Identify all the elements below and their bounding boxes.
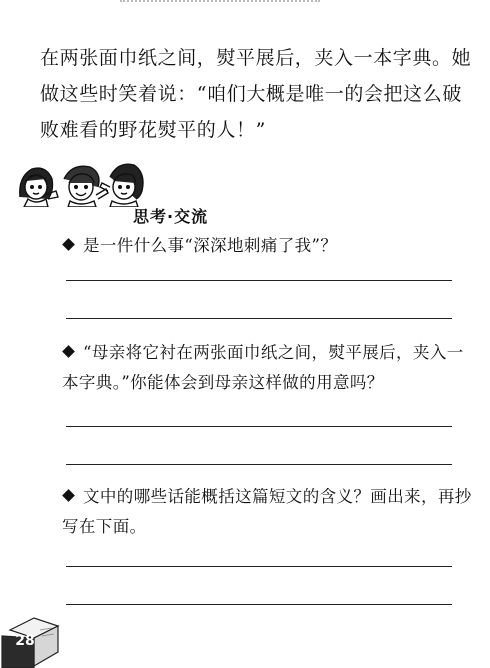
passage-line: 做这些时笑着说：“咱们大概是唯一的会把这么破: [40, 83, 462, 105]
question-text: 文中的哪些话能概括这篇短文的含义？画出来，再抄: [83, 487, 472, 506]
passage-line: 败难看的野花熨平的人！”: [40, 119, 266, 141]
question-item: [62, 338, 462, 398]
question-line: 写在下面。: [62, 517, 147, 536]
question-text: “母亲将它衬在两张面巾纸之间，熨平展后，夹入一: [83, 343, 464, 362]
cropped-text-fragment: [120, 0, 320, 4]
answer-line[interactable]: [66, 426, 452, 427]
question-line: [62, 231, 462, 261]
answer-line[interactable]: [66, 566, 452, 567]
question-line: [62, 482, 472, 512]
diamond-bullet-icon: [62, 489, 75, 502]
section-title: 思考·交流: [133, 207, 209, 226]
diamond-bullet-icon: [62, 238, 75, 251]
question-line: 本字典。”你能体会到母亲这样做的用意吗？: [62, 373, 384, 392]
story-passage: [40, 40, 470, 148]
diamond-bullet-icon: [62, 345, 75, 358]
answer-line[interactable]: [66, 318, 452, 319]
three-children-icon: [14, 157, 146, 207]
answer-line[interactable]: [66, 604, 452, 605]
question-item: [62, 231, 462, 261]
answer-line[interactable]: [66, 280, 452, 281]
question-line: [62, 338, 462, 368]
passage-line: 在两张面巾纸之间，熨平展后，夹入一本字典。她: [40, 47, 472, 69]
question-item: [62, 482, 472, 542]
page-number: 28: [15, 633, 35, 649]
answer-line[interactable]: [66, 464, 452, 465]
question-text: 是一件什么事“深深地刺痛了我”？: [83, 236, 338, 255]
